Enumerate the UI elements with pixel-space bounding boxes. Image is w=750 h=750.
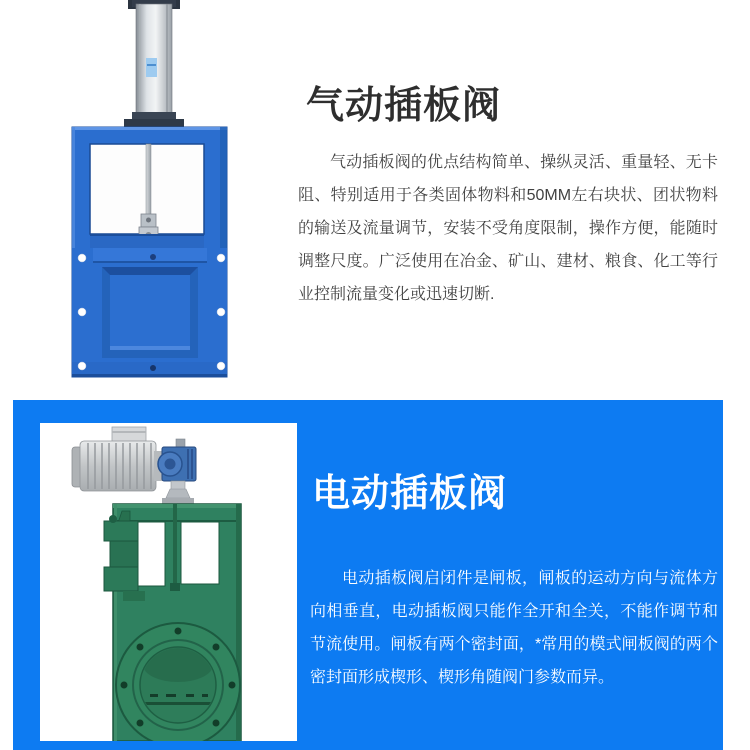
electric-motor-icon [72, 427, 164, 491]
gate-valve-body [104, 504, 241, 741]
pneumatic-valve-description: 气动插板阀的优点结构简单、操纵灵活、重量轻、无卡阻、特别适用于各类固体物料和50MM左右块状、团状物料的输送及流量调节，安装不受角度限制，操作方便，能随时调整尺度。广泛使用在冶金、矿山、建材、粮食、化工等行业控制流量变化或迅速切断. [298, 154, 718, 303]
pneumatic-valve-illustration [60, 0, 250, 398]
electric-valve-section [13, 400, 723, 750]
pneumatic-valve-image [60, 0, 250, 398]
round-flange [116, 623, 240, 741]
pneumatic-cylinder-icon [124, 0, 184, 127]
electric-valve-card [40, 423, 297, 741]
electric-valve-description: 电动插板阀启闭件是闸板，闸板的运动方向与流体方向相垂直，电动插板阀只能作全开和全关，不能作调节和节流使用。闸板有两个密封面，*常用的模式闸板阀的两个密封面形成楔形、楔形角随阀门参数而异。 [310, 570, 718, 686]
pneumatic-valve-title: 气动插板阀 [306, 85, 502, 127]
electric-valve-illustration [40, 423, 297, 741]
gearbox-icon [158, 439, 196, 481]
gate-valve-frame [72, 127, 227, 377]
valve-stem [162, 481, 194, 504]
electric-valve-title: 电动插板阀 [312, 473, 508, 515]
electric-valve-image [40, 423, 297, 741]
